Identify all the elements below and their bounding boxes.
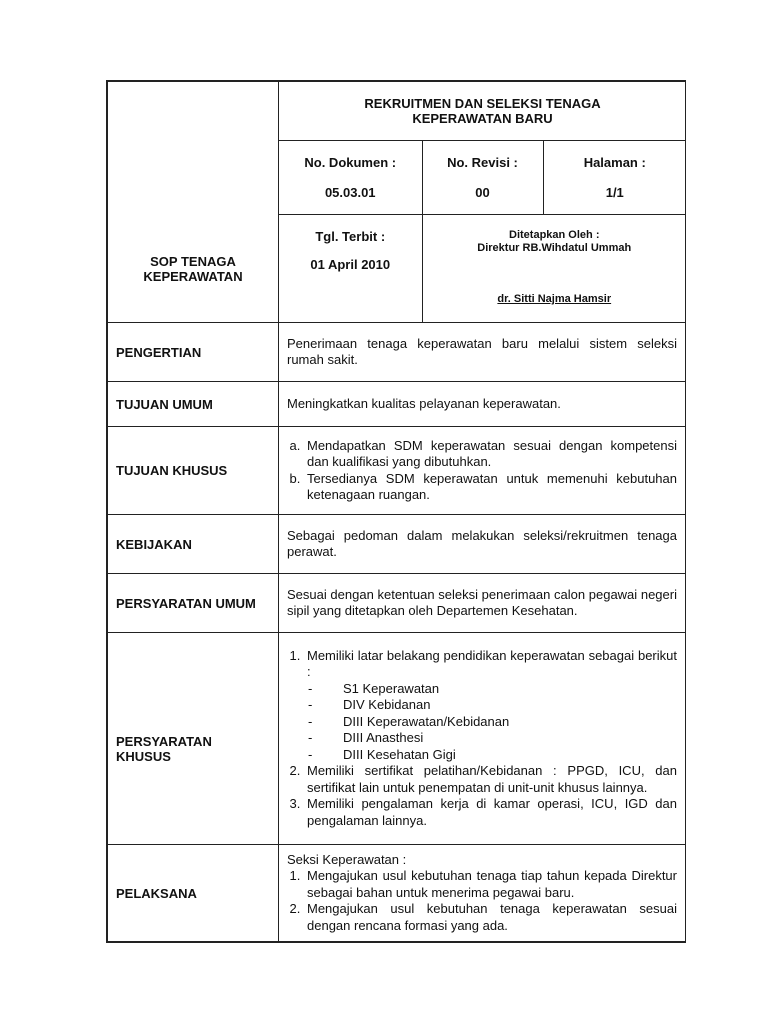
halaman-value: 1/1 [605, 184, 624, 200]
list-item: b. Tersedianya SDM keperawatan untuk memenuhi kebutuhan ketenagaan ruangan. [304, 471, 677, 504]
no-dokumen-value: 05.03.01 [324, 184, 376, 200]
list-item: 2. Mengajukan usul kebutuhan tenaga keperawatan sesuai dengan rencana formasi yang ada. [304, 901, 677, 934]
logo-cell [108, 82, 279, 215]
header-right-bottom [279, 215, 686, 323]
sop-table [107, 81, 686, 942]
signatory-name: dr. Sitti Najma Hamsir [497, 293, 612, 305]
ditetapkan-by: Direktur RB.Wihdatul Ummah [477, 242, 632, 254]
pelaksana-content [279, 845, 686, 942]
document-title-line2: KEPERAWATAN BARU [412, 110, 553, 126]
pengertian-label: PENGERTIAN [108, 323, 279, 382]
pelaksana-list [287, 868, 677, 934]
pelaksana-intro: Seksi Keperawatan : [287, 851, 407, 867]
list-item: 3. Memiliki pengalaman kerja di kamar operasi, ICU, IGD dan pengalaman lainnya. [304, 796, 677, 829]
pelaksana-label: PELAKSANA [108, 845, 279, 942]
halaman-label: Halaman : [583, 154, 646, 170]
row-pengertian [108, 323, 686, 382]
list-item: - S1 Keperawatan [307, 681, 677, 698]
pengertian-text: Penerimaan tenaga keperawatan baru melalui sistem seleksi rumah sakit. [279, 323, 686, 382]
tujuan-khusus-list [287, 438, 677, 504]
tgl-terbit-label: Tgl. Terbit : [315, 229, 386, 244]
persyaratan-khusus-label-line2: KHUSUS [116, 748, 171, 764]
halaman-cell [543, 140, 686, 214]
persyaratan-umum-text: Sesuai dengan ketentuan seleksi penerimaan calon pegawai negeri sipil yang ditetapkan oleh Departemen Kesehatan. [279, 574, 686, 633]
list-item: - DIII Kesehatan Gigi [307, 747, 677, 764]
persyaratan-khusus-item1: Memiliki latar belakang pendidikan keperawatan sebagai berikut : [307, 647, 677, 680]
row-tujuan-umum [108, 382, 686, 427]
document-title-line1: REKRUITMEN DAN SELEKSI TENAGA [364, 95, 601, 111]
ditetapkan-label: Ditetapkan Oleh : [509, 229, 600, 241]
tujuan-umum-text: Meningkatkan kualitas pelayanan keperawatan. [279, 382, 686, 427]
no-revisi-cell [422, 140, 543, 214]
row-kebijakan [108, 515, 686, 574]
sop-title-line1: SOP TENAGA [150, 254, 236, 270]
kebijakan-label: KEBIJAKAN [108, 515, 279, 574]
kebijakan-text: Sebagai pedoman dalam melakukan seleksi/rekruitmen tenaga perawat. [279, 515, 686, 574]
sop-title-line2: KEPERAWATAN [143, 269, 243, 285]
tujuan-khusus-label: TUJUAN KHUSUS [108, 427, 279, 515]
tgl-terbit-value: 01 April 2010 [310, 257, 391, 272]
tujuan-khusus-content [279, 427, 686, 515]
document-title [279, 82, 686, 140]
row-persyaratan-khusus [108, 633, 686, 845]
no-revisi-value: 00 [475, 184, 490, 200]
persyaratan-khusus-label-line1: PERSYARATAN [116, 733, 212, 749]
list-item: - DIV Kebidanan [307, 697, 677, 714]
pendidikan-sublist [307, 681, 677, 764]
no-revisi-label: No. Revisi : [447, 154, 518, 170]
ditetapkan-cell [422, 215, 686, 322]
sop-title-cell [108, 215, 279, 323]
list-item [304, 648, 677, 764]
list-item: - DIII Anasthesi [307, 730, 677, 747]
persyaratan-khusus-content [279, 633, 686, 845]
row-pelaksana [108, 845, 686, 942]
tujuan-umum-label: TUJUAN UMUM [108, 382, 279, 427]
list-item: 1. Mengajukan usul kebutuhan tenaga tiap tahun kepada Direktur sebagai bahan untuk menerima pegawai baru. [304, 868, 677, 901]
no-dokumen-label: No. Dokumen : [304, 154, 397, 170]
row-persyaratan-umum [108, 574, 686, 633]
list-item: 2. Memiliki sertifikat pelatihan/Kebidanan : PPGD, ICU, dan sertifikat lain untuk penempatan di unit-unit khusus lainnya. [304, 763, 677, 796]
persyaratan-khusus-list [287, 648, 677, 830]
list-item: a. Mendapatkan SDM keperawatan sesuai dengan kompetensi dan kualifikasi yang dibutuhkan. [304, 438, 677, 471]
list-item: - DIII Keperawatan/Kebidanan [307, 714, 677, 731]
sop-document [106, 80, 686, 943]
persyaratan-khusus-label [108, 633, 279, 845]
persyaratan-umum-label: PERSYARATAN UMUM [108, 574, 279, 633]
tgl-terbit-cell [279, 215, 422, 322]
header-right-top [279, 82, 686, 215]
row-tujuan-khusus [108, 427, 686, 515]
no-dokumen-cell [279, 140, 422, 214]
